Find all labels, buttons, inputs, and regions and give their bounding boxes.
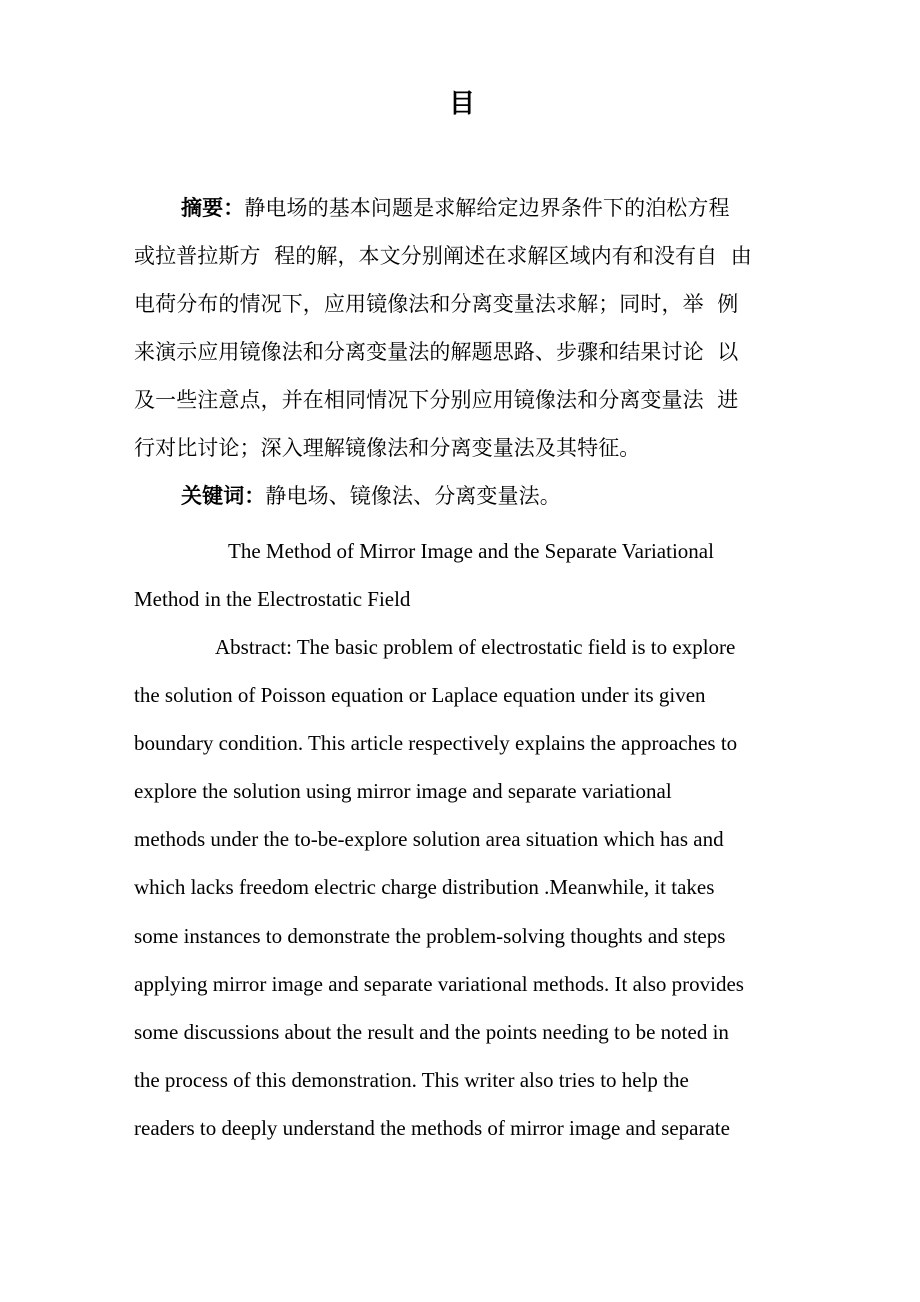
keywords-zh-label: 关键词： — [181, 484, 266, 508]
abstract-en-line-3: boundary condition. This article respectively explains the approaches to — [134, 731, 738, 755]
abstract-en-line-7: some instances to demonstrate the problem-solving thoughts and steps — [134, 924, 726, 948]
abstract-en-line-9: some discussions about the result and the points needing to be noted in — [134, 1020, 729, 1044]
abstract-zh-text-1: 静电场的基本问题是求解给定边界条件下的泊松方程 — [244, 196, 730, 220]
abstract-zh-line-1 — [181, 194, 730, 222]
abstract-zh-line-6: 行对比讨论；深入理解镜像法和分离变量法及其特征。 — [134, 436, 641, 460]
title-en-line-1: The Method of Mirror Image and the Separate Variational — [228, 539, 714, 563]
abstract-en-line-2: the solution of Poisson equation or Laplace equation under its given — [134, 683, 706, 707]
abstract-zh-line-3: 电荷分布的情况下，应用镜像法和分离变量法求解；同时，举 例 — [134, 292, 739, 316]
abstract-zh-line-4: 来演示应用镜像法和分离变量法的解题思路、步骤和结果讨论 以 — [134, 340, 739, 364]
abstract-zh-line-5: 及一些注意点，并在相同情况下分别应用镜像法和分离变量法 进 — [134, 388, 739, 412]
page-title: 目 — [449, 89, 476, 119]
abstract-en-line-4: explore the solution using mirror image and separate variational — [134, 779, 672, 803]
keywords-zh — [181, 482, 561, 510]
abstract-zh-label: 摘要： — [181, 196, 245, 220]
abstract-en-line-10: the process of this demonstration. This writer also tries to help the — [134, 1068, 689, 1092]
abstract-zh-line-2: 或拉普拉斯方 程的解，本文分别阐述在求解区域内有和没有自 由 — [134, 244, 752, 268]
abstract-en-line-11: readers to deeply understand the methods of mirror image and separate — [134, 1116, 730, 1140]
keywords-zh-text: 静电场、镜像法、分离变量法。 — [265, 484, 561, 508]
abstract-en-line-5: methods under the to-be-explore solution area situation which has and — [134, 827, 724, 851]
abstract-en-line-8: applying mirror image and separate variational methods. It also provides — [134, 972, 744, 996]
title-en-line-2: Method in the Electrostatic Field — [134, 587, 411, 611]
abstract-en-line-1: Abstract: The basic problem of electrostatic field is to explore — [215, 635, 736, 659]
abstract-en-line-6: which lacks freedom electric charge distribution .Meanwhile, it takes — [134, 875, 715, 899]
